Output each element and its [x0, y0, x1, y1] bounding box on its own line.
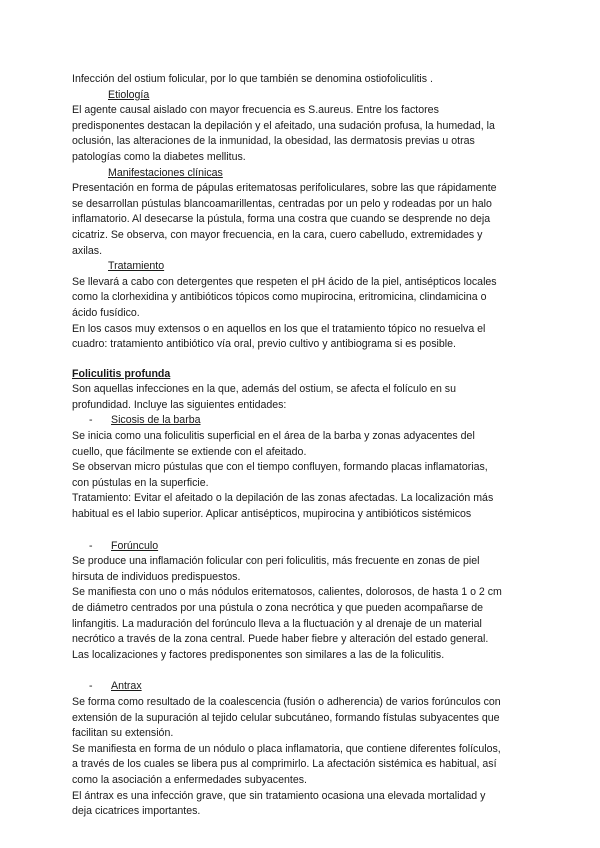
- antrax-body: [72, 695, 532, 820]
- antrax-line: como la asociación a enfermedades subyacentes.: [72, 773, 307, 786]
- sicosis-line: Se observan micro pústulas que con el tiempo confluyen, formando placas inflamatorias,: [72, 461, 488, 474]
- document-page: [72, 72, 532, 820]
- manifestaciones-line: cicatriz. Se observa, con mayor frecuencia, en la cara, cuero cabelludo, extremidades y: [72, 228, 483, 241]
- tratamiento-body: [72, 275, 532, 353]
- etiologia-heading: Etiología: [108, 88, 150, 101]
- sicosis-line: habitual es el labio superior. Aplicar antisépticos, mupirocina y antibióticos sistémicos: [72, 508, 472, 521]
- etiologia-line: patologías como la diabetes mellitus.: [72, 150, 246, 163]
- tratamiento-line: Se llevará a cabo con detergentes que respeten el pH ácido de la piel, antisépticos locales: [72, 275, 497, 288]
- profunda-heading: Foliculitis profunda: [72, 367, 171, 380]
- antrax-line: a través de los cuales se libera pus al comprimirlo. La afectación sistémica es habitual, así: [72, 758, 497, 771]
- sicosis-line: con pústulas en la superficie.: [72, 476, 209, 489]
- sicosis-heading-row: [72, 413, 532, 429]
- manifestaciones-line: Presentación en forma de pápulas eritematosas perifoliculares, sobre las que rápidamente: [72, 182, 497, 195]
- forunculo-line: Las localizaciones y factores predisponentes son similares a las de la foliculitis.: [72, 648, 445, 661]
- profunda-line: profundidad. Incluye las siguientes entidades:: [72, 398, 287, 411]
- sicosis-line: Se inicia como una foliculitis superficial en el área de la barba y zonas adyacentes del: [72, 430, 475, 443]
- etiologia-line: predisponentes destacan la depilación y el afeitado, una sudación profusa, la humedad, la: [72, 119, 495, 132]
- manifestaciones-line: axilas.: [72, 244, 103, 257]
- list-dash: -: [89, 539, 93, 552]
- forunculo-heading-row: [72, 539, 532, 555]
- sicosis-body: [72, 429, 532, 523]
- antrax-line: facilitan su extensión.: [72, 727, 174, 740]
- tratamiento-line: En los casos muy extensos o en aquellos en los que el tratamiento tópico no resuelva el: [72, 322, 486, 335]
- profunda-body: [72, 382, 532, 413]
- forunculo-line: de diámetro centrados por una pústula o zona necrótica y que pueden acompañarse de: [72, 602, 484, 614]
- sicosis-line: cuello, que fácilmente se extiende con el afeitado.: [72, 445, 307, 458]
- antrax-line: El ántrax es una infección grave, que sin tratamiento ocasiona una elevada mortalidad y: [72, 789, 486, 802]
- sicosis-heading: Sicosis de la barba: [111, 414, 201, 427]
- etiologia-line: El agente causal aislado con mayor frecuencia es S.aureus. Entre los factores: [72, 104, 439, 117]
- antrax-heading: Antrax: [111, 680, 142, 693]
- antrax-line: Se manifiesta en forma de un nódulo o placa inflamatoria, que contiene diferentes folículos,: [72, 742, 501, 755]
- list-dash: -: [89, 414, 93, 427]
- tratamiento-line: cuadro: tratamiento antibiótico vía oral, previo cultivo y antibiograma si es posible.: [72, 338, 456, 351]
- forunculo-line: necrótico a través de la zona central. Puede haber fiebre y alteración del estado general.: [72, 633, 489, 646]
- manifestaciones-body: [72, 181, 532, 259]
- forunculo-line: Se manifiesta con uno o más nódulos eritematosos, calientes, dolorosos, de hasta 1 o 2 cm: [72, 586, 502, 599]
- intro-text: Infección del ostium folicular, por lo que también se denomina ostiofoliculitis .: [72, 73, 433, 85]
- antrax-line: extensión de la supuración al tejido celular subcutáneo, formando fístulas subyacentes que: [72, 711, 500, 724]
- profunda-line: Son aquellas infecciones en la que, además del ostium, se afecta el folículo en su: [72, 383, 456, 396]
- etiologia-line: oclusión, las alteraciones de la inmunidad, la obesidad, las dermatosis previas u otras: [72, 135, 475, 148]
- manifestaciones-line: se desarrollan pústulas blancoamarillentas, centradas por un pelo y rodeadas por un halo: [72, 197, 492, 210]
- antrax-heading-row: [72, 679, 532, 695]
- tratamiento-heading: Tratamiento: [108, 260, 165, 273]
- forunculo-body: [72, 554, 532, 663]
- etiologia-body: [72, 103, 532, 165]
- manifestaciones-heading: Manifestaciones clínicas: [108, 166, 223, 179]
- antrax-line: deja cicatrices importantes.: [72, 805, 201, 818]
- forunculo-line: linfangitis. La maduración del forúnculo lleva a la fluctuación y al drenaje de un material: [72, 617, 482, 630]
- tratamiento-line: ácido fusídico.: [72, 306, 140, 319]
- list-dash: -: [89, 680, 93, 693]
- antrax-line: Se forma como resultado de la coalescencia (fusión o adherencia) de varios forúnculos con: [72, 695, 501, 708]
- forunculo-line: Se produce una inflamación folicular con peri foliculitis, más frecuente en zonas de piel: [72, 555, 480, 568]
- manifestaciones-line: inflamatorio. Al desecarse la pústula, forma una costra que cuando se desprende no deja: [72, 213, 491, 226]
- sicosis-line: Tratamiento: Evitar el afeitado o la depilación de las zonas afectadas. La localización más: [72, 492, 494, 505]
- forunculo-heading: Forúnculo: [111, 539, 159, 552]
- forunculo-line: hirsuta de individuos predispuestos.: [72, 570, 241, 583]
- tratamiento-line: como la clorhexidina y antibióticos tópicos como mupirocina, eritromicina, clindamicina o: [72, 291, 487, 304]
